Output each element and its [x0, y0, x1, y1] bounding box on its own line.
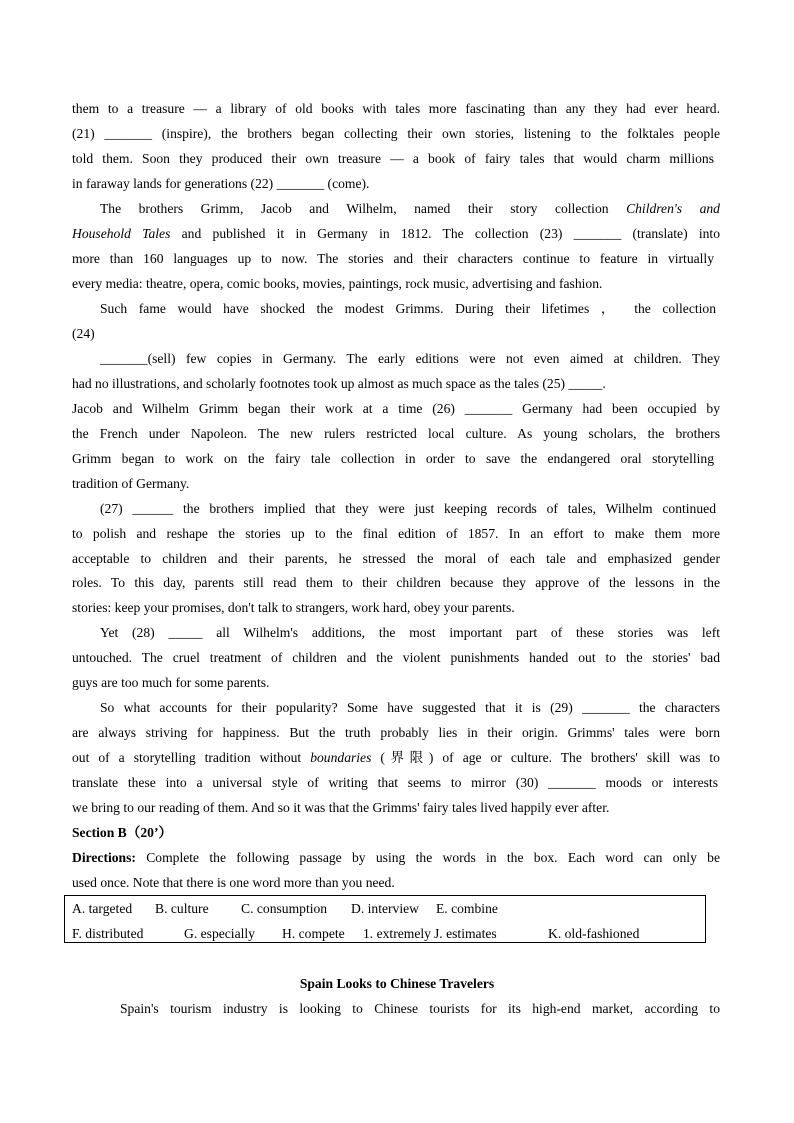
text-line: had no illustrations, and scholarly footnotes took up almost as much space as the tales (25) _____.	[72, 376, 606, 391]
text-line: Yet (28) _____ all Wilhelm's additions, the most important part of these stories was left	[100, 625, 720, 640]
text-line	[72, 750, 720, 766]
directions-line	[72, 850, 720, 866]
text-line: we bring to our reading of them. And so it was that the Grimms' fairy tales lived happily ever after.	[72, 800, 610, 815]
text-run: and published it in Germany in 1812. The collection (23) _______ (translate) into	[181, 226, 721, 241]
text-line	[100, 201, 720, 217]
text-run: The brothers Grimm, Jacob and Wilhelm, named their story collection	[100, 201, 609, 216]
text-line: more than 160 languages up to now. The stories and their characters continue to feature in virtually	[72, 251, 714, 266]
word-option: J. estimates	[434, 926, 497, 941]
text-line: Spain's tourism industry is looking to Chinese tourists for its high-end market, according to	[120, 1001, 720, 1016]
word-option: E. combine	[436, 901, 498, 916]
text-line: acceptable to children and their parents, he stressed the moral of each tale and emphasized gender	[72, 551, 720, 566]
italic-word: boundaries	[310, 750, 372, 765]
word-option: C. consumption	[241, 901, 328, 916]
text-line: told them. Soon they produced their own treasure — a book of fairy tales that would charm millions	[72, 151, 714, 166]
text-line	[72, 226, 720, 242]
text-line: _______(sell) few copies in Germany. The early editions were not even aimed at children. They	[100, 351, 720, 366]
word-option: G. especially	[184, 926, 255, 941]
directions-label: Directions:	[72, 850, 136, 865]
text-line: Such fame would have shocked the modest Grimms. During their lifetimes ， the collection	[100, 301, 716, 316]
book-title: Household Tales	[72, 226, 171, 241]
text-line: (21) _______ (inspire), the brothers began collecting their own stories, listening to the folktales people	[72, 126, 720, 141]
word-option: A. targeted	[72, 901, 133, 916]
word-option: F. distributed	[72, 926, 144, 941]
text-line: (24)	[72, 326, 95, 341]
text-line: translate these into a universal style of writing that seems to mirror (30) _______ moods or interests	[72, 775, 718, 790]
text-run: (界限) of age or culture. The brothers' skill was to	[380, 750, 720, 765]
passage-title: Spain Looks to Chinese Travelers	[299, 976, 495, 991]
word-option: B. culture	[155, 901, 209, 916]
text-line: Jacob and Wilhelm Grimm began their work at a time (26) _______ Germany had been occupied by	[72, 401, 720, 416]
text-line: Grimm began to work on the fairy tale collection in order to save the endangered oral storytelling	[72, 451, 714, 466]
text-line: roles. To this day, parents still read them to their children because they approve of the lessons in the	[72, 575, 720, 590]
text-line: tradition of Germany.	[72, 476, 190, 491]
text-line: stories: keep your promises, don't talk to strangers, work hard, obey your parents.	[72, 600, 515, 615]
directions-text: Complete the following passage by using the words in the box. Each word can only be	[146, 850, 720, 865]
text-line: every media: theatre, opera, comic books, movies, paintings, rock music, advertising and fashion.	[72, 276, 603, 291]
text-line: guys are too much for some parents.	[72, 675, 270, 690]
word-option: 1. extremely	[363, 926, 431, 941]
text-line: are always striving for happiness. But the truth probably lies in their origin. Grimms' tales were born	[72, 725, 720, 740]
text-run: out of a storytelling tradition without	[72, 750, 302, 765]
word-option: D. interview	[351, 901, 419, 916]
text-line: to polish and reshape the stories up to the final edition of 1857. In an effort to make them more	[72, 526, 720, 541]
section-heading: Section B（20’）	[72, 825, 173, 840]
text-line: the French under Napoleon. The new rulers restricted local culture. As young scholars, the brothers	[72, 426, 720, 441]
word-option: K. old-fashioned	[548, 926, 640, 941]
text-line: them to a treasure — a library of old books with tales more fascinating than any they had ever heard.	[72, 101, 720, 116]
text-line: (27) ______ the brothers implied that they were just keeping records of tales, Wilhelm continued	[100, 501, 716, 516]
word-option: H. compete	[282, 926, 345, 941]
text-line: So what accounts for their popularity? Some have suggested that it is (29) _______ the characters	[100, 700, 720, 715]
book-title: Children's and	[626, 201, 720, 216]
directions-line: used once. Note that there is one word more than you need.	[72, 875, 395, 890]
text-line: in faraway lands for generations (22) _______ (come).	[72, 176, 370, 191]
text-line: untouched. The cruel treatment of children and the violent punishments handed out to the stories' bad	[72, 650, 720, 665]
